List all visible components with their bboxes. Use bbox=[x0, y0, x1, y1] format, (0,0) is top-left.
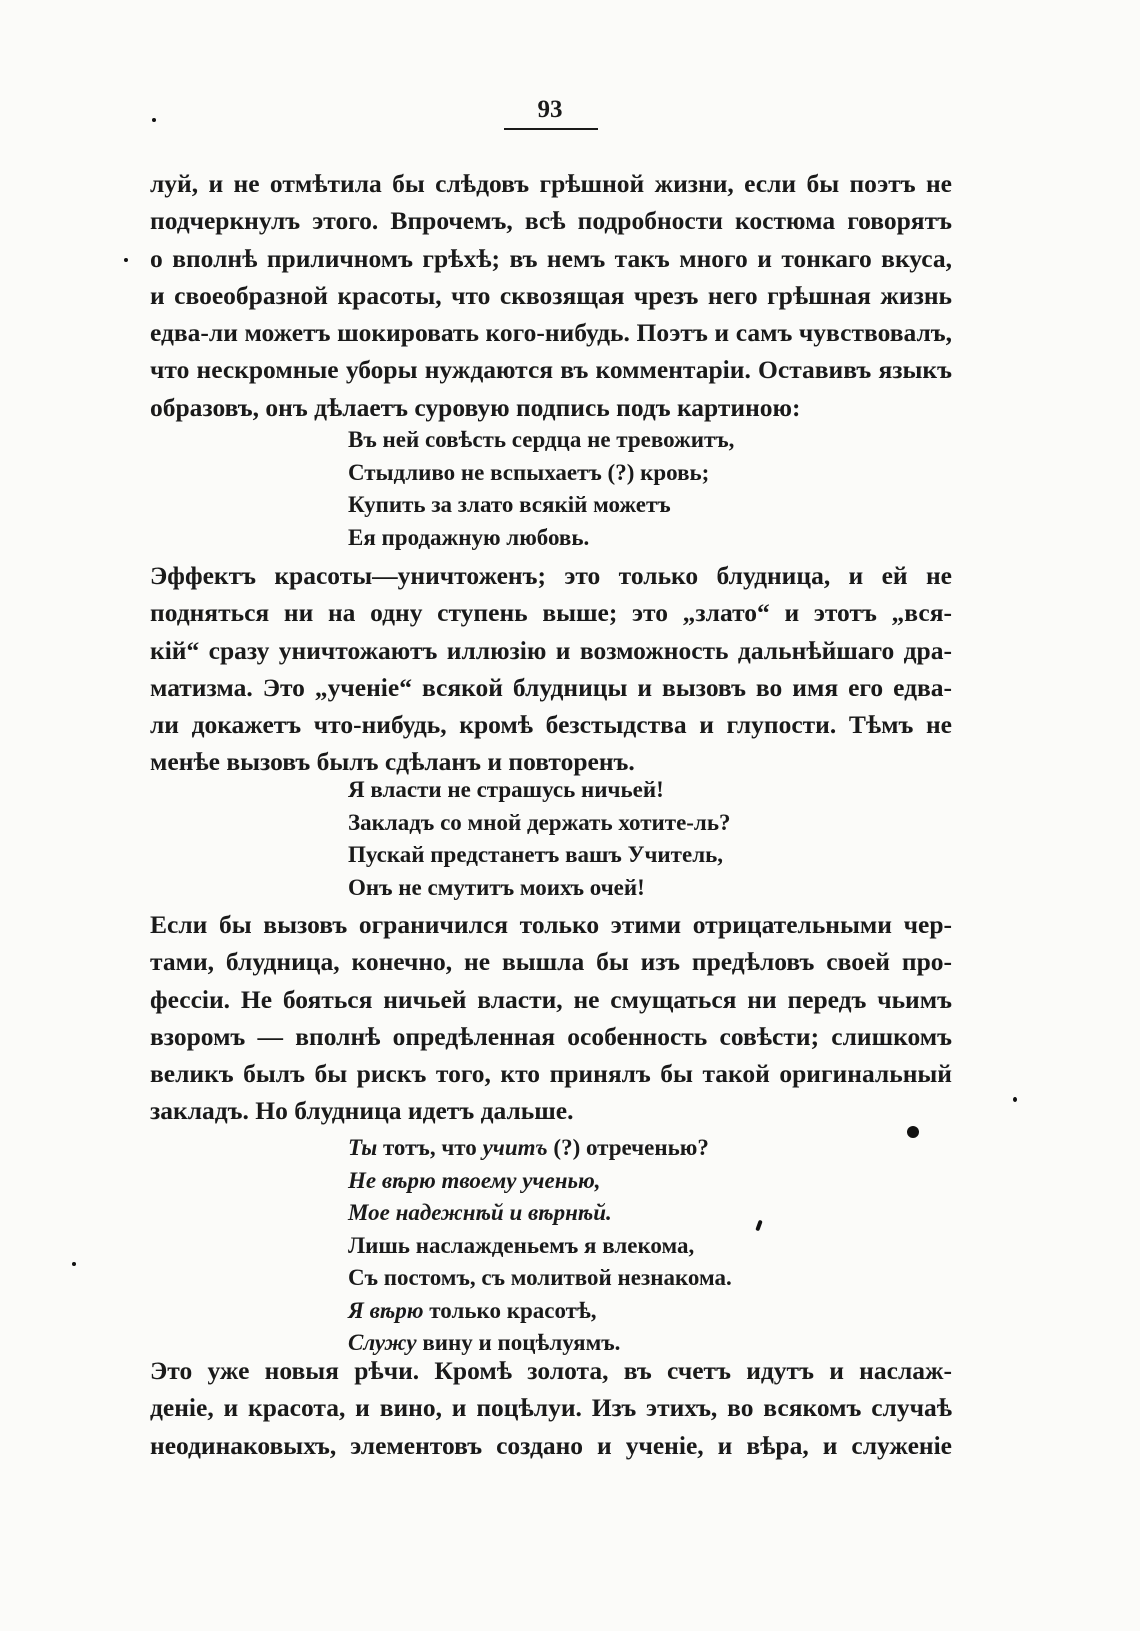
verse-italic: Не вѣрю твоему ученью, bbox=[348, 1167, 601, 1193]
verse-italic: Служу bbox=[348, 1330, 417, 1355]
text-line: Эффектъ красоты—уничтоженъ; это только блудница, и ей не bbox=[150, 561, 952, 590]
verse-line: Ея продажную любовь. bbox=[348, 524, 590, 550]
verse-line: Лишь наслажденьемъ я влекома, bbox=[348, 1232, 695, 1258]
text-line: матизма. Это „ученіе“ всякой блудницы и вызовъ во имя его едва- bbox=[150, 672, 952, 702]
text-line: Если бы вызовъ ограничился только этими отрицательными чер- bbox=[150, 910, 952, 939]
scan-speck bbox=[1013, 1097, 1017, 1102]
scan-speck bbox=[152, 118, 156, 122]
text-line: подняться ни на одну ступень выше; это „злато“ и этотъ „вся- bbox=[150, 598, 952, 628]
verse-text: только красотѣ, bbox=[423, 1297, 597, 1323]
verse-italic: учитъ bbox=[482, 1135, 548, 1160]
text-line: о вполнѣ приличномъ грѣхѣ; въ немъ такъ много и тонкаго вкуса, bbox=[150, 243, 952, 273]
text-line: едва-ли можетъ шокировать кого-нибудь. Поэтъ и самъ чувствовалъ, bbox=[150, 318, 952, 348]
text-line: закладъ. Но блудница идетъ дальше. bbox=[150, 1096, 574, 1126]
verse-text: (?) отреченью? bbox=[547, 1135, 709, 1160]
text-line: подчеркнулъ этого. Впрочемъ, всѣ подробности костюма говорятъ bbox=[150, 206, 952, 236]
text-line: кій“ сразу уничтожаютъ иллюзію и возможность дальнѣйшаго дра- bbox=[150, 635, 952, 665]
verse-text: тотъ, что bbox=[377, 1135, 483, 1160]
page-number-underline bbox=[504, 128, 598, 130]
paragraph-4 bbox=[150, 1352, 952, 1464]
verse-italic: Я вѣрю bbox=[348, 1297, 424, 1323]
verse-line bbox=[348, 1132, 732, 1165]
verse-2 bbox=[348, 774, 731, 904]
text-line: луй, и не отмѣтила бы слѣдовъ грѣшной жизни, если бы поэтъ не bbox=[150, 169, 952, 198]
verse-1 bbox=[348, 424, 734, 554]
scan-speck bbox=[72, 1262, 76, 1266]
text-line: деніе, и красота, и вино, и поцѣлуи. Изъ этихъ, во всякомъ случаѣ bbox=[150, 1393, 952, 1423]
verse-line bbox=[348, 1165, 732, 1198]
verse-line bbox=[348, 1197, 732, 1230]
text-line: что нескромные уборы нуждаются въ комментаріи. Оставивъ языкъ bbox=[150, 355, 952, 385]
verse-line: Купить за злато всякій можетъ bbox=[348, 492, 671, 517]
text-line: тами, блудница, конечно, не вышла бы изъ предѣловъ своей про- bbox=[150, 947, 952, 977]
verse-italic: Ты bbox=[348, 1135, 378, 1160]
verse-line: Закладъ со мной держать хотите-ль? bbox=[348, 809, 731, 835]
verse-3 bbox=[348, 1132, 732, 1360]
text-line: взоромъ — вполнѣ опредѣленная особенность совѣсти; слишкомъ bbox=[150, 1021, 952, 1051]
paragraph-2 bbox=[150, 557, 952, 781]
paragraph-1 bbox=[150, 165, 952, 426]
text-line: ли докажетъ что-нибудь, кромѣ безстыдства и глупости. Тѣмъ не bbox=[150, 710, 952, 740]
text-line: и своеобразной красоты, что сквозящая чрезъ него грѣшная жизнь bbox=[150, 280, 952, 310]
page-number: 93 bbox=[537, 96, 563, 123]
text-line: менѣе вызовъ былъ сдѣланъ и повторенъ. bbox=[150, 747, 635, 777]
text-line: фессіи. Не бояться ничьей власти, не смущаться ни передъ чьимъ bbox=[150, 984, 952, 1014]
text-line: Это уже новыя рѣчи. Кромѣ золота, въ счетъ идутъ и наслаж- bbox=[150, 1356, 952, 1385]
verse-line bbox=[348, 1295, 732, 1328]
verse-text: вину и поцѣлуямъ. bbox=[416, 1330, 621, 1355]
verse-line: Съ постомъ, съ молитвой незнакома. bbox=[348, 1265, 732, 1290]
verse-line: Стыдливо не вспыхаетъ (?) кровь; bbox=[348, 459, 710, 485]
paragraph-3 bbox=[150, 906, 952, 1130]
verse-line: Онъ не смутитъ моихъ очей! bbox=[348, 874, 645, 900]
text-line: неодинаковыхъ, элементовъ создано и ученіе, и вѣра, и служеніе bbox=[150, 1430, 952, 1460]
verse-line: Пускай предстанетъ вашъ Учитель, bbox=[348, 842, 724, 867]
verse-line: Въ ней совѣсть сердца не тревожитъ, bbox=[348, 427, 735, 452]
scan-speck bbox=[755, 1220, 763, 1232]
scan-speck bbox=[907, 1126, 919, 1138]
verse-line: Я власти не страшусь ничьей! bbox=[348, 777, 664, 802]
text-line: великъ былъ бы рискъ того, кто принялъ бы такой оригинальный bbox=[150, 1059, 952, 1089]
verse-italic: Мое надежнѣй и вѣрнѣй. bbox=[348, 1200, 612, 1225]
text-line: образовъ, онъ дѣлаетъ суровую подпись подъ картиною: bbox=[150, 392, 801, 422]
scan-speck bbox=[124, 258, 128, 262]
